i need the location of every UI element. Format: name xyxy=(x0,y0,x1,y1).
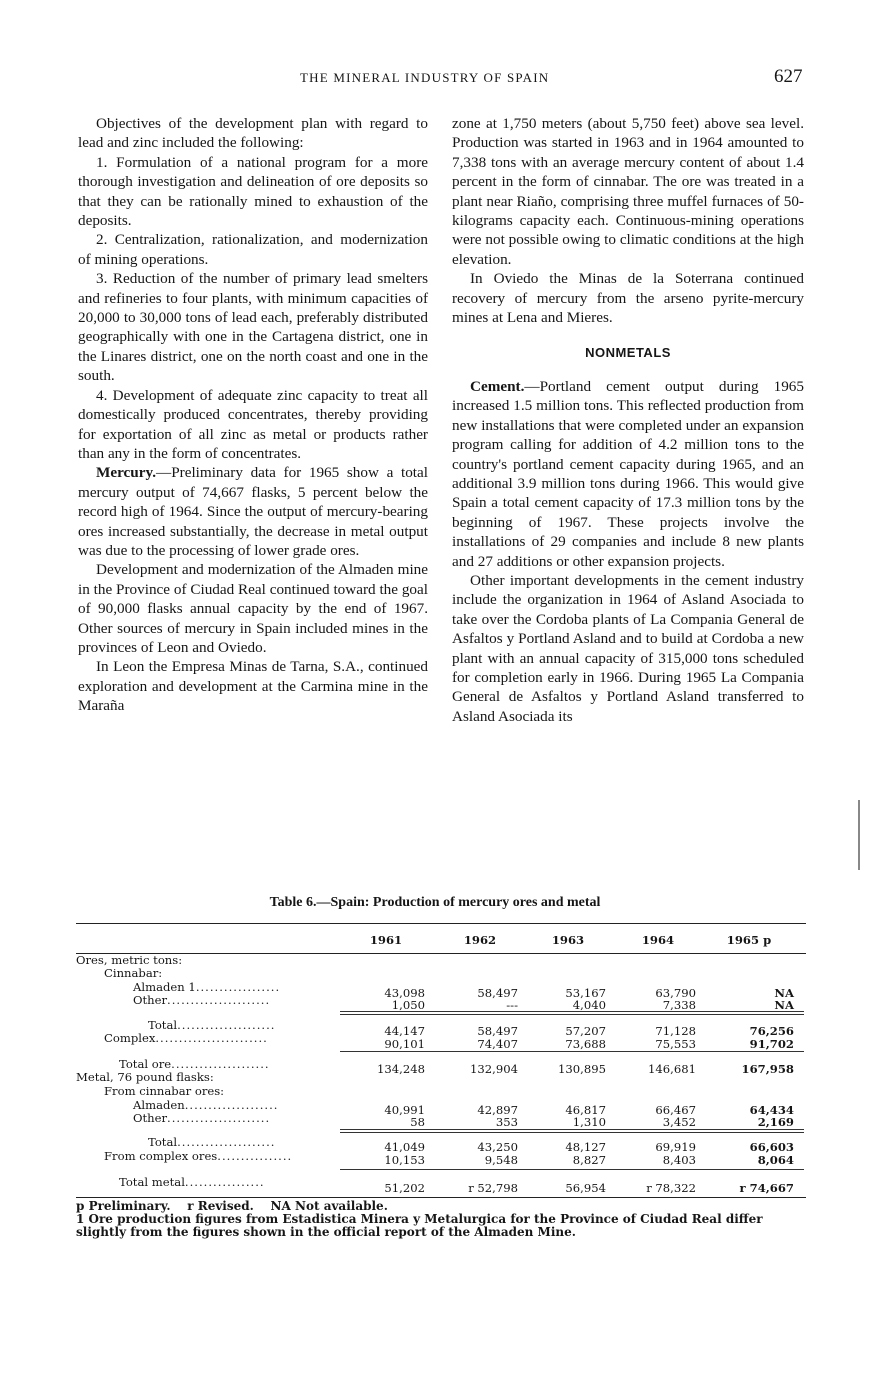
table-cell: 41,049 xyxy=(384,1140,425,1154)
page-number: 627 xyxy=(774,66,803,87)
sum-line xyxy=(340,1169,804,1170)
table-cell: 43,098 xyxy=(384,986,425,1000)
table-cell: 7,338 xyxy=(662,998,696,1012)
table-cell: 167,958 xyxy=(741,1062,794,1076)
paragraph: In Oviedo the Minas de la Soterrana continued recovery of mercury from the arseno pyrite-mercury mines at Lena and Mieres. xyxy=(452,270,804,327)
footnote: p Preliminary. r Revised. NA Not available. xyxy=(76,1199,388,1213)
row-label: Total..................... xyxy=(148,1135,276,1149)
table-cell: 74,407 xyxy=(477,1037,518,1051)
cement-heading: Cement. xyxy=(470,377,525,395)
sum-line xyxy=(340,1014,804,1015)
table-cell: 51,202 xyxy=(384,1181,425,1195)
table-cell: 9,548 xyxy=(484,1153,518,1167)
year-header: 1961 xyxy=(369,933,403,947)
table-cell: 53,167 xyxy=(565,986,606,1000)
row-label: From cinnabar ores: xyxy=(104,1084,225,1098)
table-cell: 8,827 xyxy=(572,1153,606,1167)
table-footnotes xyxy=(76,1200,796,1239)
table-cell: 46,817 xyxy=(565,1103,606,1117)
table-cell: 76,256 xyxy=(749,1024,794,1038)
footnote: 1 Ore production figures from Estadistica Minera y Metalurgica for the Province of Ciudad Real differ slightly from the figures shown in the official report of the Almaden Mine. xyxy=(76,1212,763,1239)
table-cell: 42,897 xyxy=(477,1103,518,1117)
paragraph: 1. Formulation of a national program for a more thorough investigation and delineation of ore deposits so that they can be rationally mined to exhaustion of the deposits. xyxy=(78,153,428,230)
table-cell: 58,497 xyxy=(477,986,518,1000)
row-label: Complex........................ xyxy=(104,1031,268,1045)
table-cell: 10,153 xyxy=(384,1153,425,1167)
row-label: Almaden.................... xyxy=(133,1098,279,1112)
cement-text: —Portland cement output during 1965 increased 1.5 million tons. This reflected production from new installations that were completed under an expansion program calling for addition of 4.2 million tons to the country's portland cement capacity during 1965, and an additional 3.9 million tons during 1966. This would give Spain a total cement capacity of 17.3 million tons by the beginning of 1967. These projects involve the installations of 29 companies and include 8 new plants and 27 additions or other expansion projects. xyxy=(452,377,804,570)
row-label: Total metal................. xyxy=(119,1175,265,1189)
table-cell: 134,248 xyxy=(377,1062,425,1076)
paragraph: 3. Reduction of the number of primary lead smelters and refineries to four plants, with minimum capacities of 20,000 to 30,000 tons of lead each, preferably distributed geographically with one in the Cartagena district, one in the Linares district, one on the north coast and one in the south. xyxy=(78,270,428,385)
sum-line xyxy=(340,1132,804,1133)
table-cell: r 74,667 xyxy=(739,1181,794,1195)
table-cell: 40,991 xyxy=(384,1103,425,1117)
table-cell: 43,250 xyxy=(477,1140,518,1154)
row-label: Total ore..................... xyxy=(119,1057,270,1071)
table-cell: 1,310 xyxy=(572,1115,606,1129)
year-header: 1965 p xyxy=(726,933,772,947)
sum-line xyxy=(340,1129,804,1130)
mercury-heading: Mercury. xyxy=(96,464,157,482)
table-cell: r 52,798 xyxy=(468,1181,518,1195)
table-cell: 44,147 xyxy=(384,1024,425,1038)
table-cell: 130,895 xyxy=(558,1062,606,1076)
running-title: THE MINERAL INDUSTRY OF SPAIN xyxy=(300,70,550,85)
table-cell: 2,169 xyxy=(757,1115,794,1129)
table-rule xyxy=(76,923,806,924)
paragraph: Development and modernization of the Almaden mine in the Province of Ciudad Real continued toward the goal of 90,000 flasks annual capacity by the end of 1967. Other sources of mercury in Spain included mines in the provinces of Leon and Oviedo. xyxy=(78,561,428,656)
row-label: From complex ores................ xyxy=(104,1149,293,1163)
row-label: Almaden 1.................. xyxy=(133,980,281,994)
table-cell: 48,127 xyxy=(565,1140,606,1154)
table-cell: 66,467 xyxy=(655,1103,696,1117)
table-cell: 64,434 xyxy=(749,1103,794,1117)
table-cell: 4,040 xyxy=(572,998,606,1012)
table-cell: 63,790 xyxy=(655,986,696,1000)
table-caption: Table 6.—Spain: Production of mercury ores and metal xyxy=(269,895,601,910)
table-cell: 90,101 xyxy=(384,1037,425,1051)
table-cell: 91,702 xyxy=(749,1037,794,1051)
paragraph: 2. Centralization, rationalization, and modernization of mining operations. xyxy=(78,231,428,268)
table-rule xyxy=(76,1197,806,1198)
row-label: Metal, 76 pound flasks: xyxy=(76,1070,214,1084)
table-cell: 71,128 xyxy=(655,1024,696,1038)
row-label: Cinnabar: xyxy=(104,966,163,980)
section-heading: NONMETALS xyxy=(585,345,671,361)
table-cell: 146,681 xyxy=(648,1062,696,1076)
sum-line xyxy=(340,1051,804,1052)
table-cell: --- xyxy=(506,998,518,1012)
table-cell: 58 xyxy=(410,1115,425,1129)
table-cell: 69,919 xyxy=(655,1140,696,1154)
year-header: 1962 xyxy=(463,933,497,947)
table-cell: 132,904 xyxy=(470,1062,518,1076)
year-header: 1964 xyxy=(641,933,675,947)
table-cell: 8,403 xyxy=(662,1153,696,1167)
table-cell: NA xyxy=(774,986,794,1000)
table-cell: 56,954 xyxy=(565,1181,606,1195)
paragraph: zone at 1,750 meters (about 5,750 feet) above sea level. Production was started in 1963 and in 1964 amounted to 7,338 tons with an average mercury content of about 1.4 percent in the form of cinnabar. The ore was treated in a plant near Riaño, comprising three muffel furnaces of 50-kilograms capacity each. Continuous-mining operations were not possible owing to climatic conditions at the high elevation. xyxy=(452,115,804,268)
table-cell: NA xyxy=(774,998,794,1012)
table-rule xyxy=(76,953,806,954)
table-cell: 57,207 xyxy=(565,1024,606,1038)
row-label: Other...................... xyxy=(133,993,271,1007)
paragraph: Other important developments in the cement industry include the organization in 1964 of Asland Asociada to take over the Cordoba plants of La Compania General de Asfaltos y Portland Asland and to build at Cordoba a new plant with an annual capacity of 315,000 tons scheduled for completion early in 1966. During 1965 La Compania General de Asfaltos y Portland Asland transferred to Asland Asociada its xyxy=(452,571,804,725)
table-cell: 66,603 xyxy=(749,1140,794,1154)
paragraph: 4. Development of adequate zinc capacity to treat all domestically produced concentrates, thereby providing for exportation of all zinc as metal or products rather than any in the form of concentrates. xyxy=(78,386,428,462)
table-cell: 1,050 xyxy=(391,998,425,1012)
table-cell: r 78,322 xyxy=(646,1181,696,1195)
paragraph: Objectives of the development plan with regard to lead and zinc included the following: xyxy=(78,115,428,152)
row-label: Other...................... xyxy=(133,1111,271,1125)
mercury-text: —Preliminary data for 1965 show a total mercury output of 74,667 flasks, 5 percent below the record high of 1964. Since the output of mercury-bearing ores increased substantially, the decrease in metal output was due to the processing of lower grade ores. xyxy=(78,464,428,559)
table-cell: 353 xyxy=(495,1115,518,1129)
table-cell: 3,452 xyxy=(662,1115,696,1129)
table-cell: 73,688 xyxy=(565,1037,606,1051)
table-cell: 58,497 xyxy=(477,1024,518,1038)
table-cell: 8,064 xyxy=(757,1153,794,1167)
row-label: Total..................... xyxy=(148,1018,276,1032)
table-cell: 75,553 xyxy=(655,1037,696,1051)
paragraph: In Leon the Empresa Minas de Tarna, S.A., continued exploration and development at the Carmina mine in the Maraña xyxy=(78,658,428,715)
row-label: Ores, metric tons: xyxy=(76,953,183,967)
year-header: 1963 xyxy=(551,933,585,947)
